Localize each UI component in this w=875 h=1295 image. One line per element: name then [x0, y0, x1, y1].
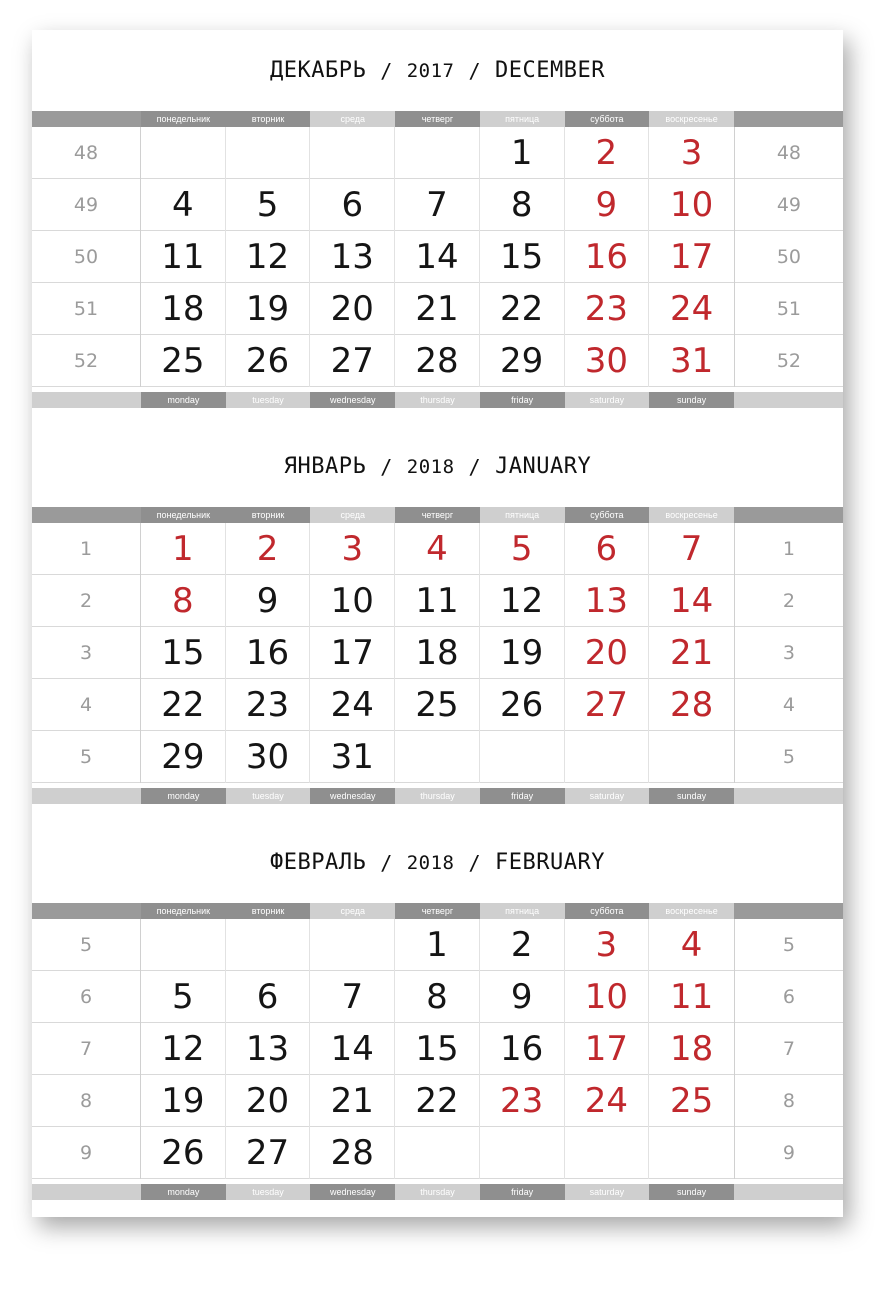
weekday-label-ru: четверг	[395, 903, 480, 919]
weekday-label-ru: пятница	[480, 111, 565, 127]
week-row	[32, 1023, 843, 1075]
bar-spacer	[734, 507, 843, 523]
week-number-left: 50	[32, 231, 141, 283]
day-cell: 5	[480, 523, 565, 575]
weekday-label-ru: понедельник	[141, 507, 226, 523]
day-cell: 11	[669, 977, 714, 1017]
day-cell	[395, 1127, 480, 1179]
weekday-label-en: monday	[141, 392, 226, 408]
month-block	[32, 822, 843, 1202]
title-separator: /	[468, 850, 482, 875]
day-cell: 26	[226, 335, 311, 387]
weekday-label-en: sunday	[649, 392, 734, 408]
day-cell: 19	[141, 1075, 226, 1127]
week-number-left: 5	[32, 731, 141, 783]
day-cell	[565, 731, 650, 783]
week-number-left: 4	[32, 679, 141, 731]
week-row	[32, 1127, 843, 1179]
weekday-label-ru: вторник	[226, 111, 311, 127]
weekday-label-ru: суббота	[565, 507, 650, 523]
bar-spacer	[32, 392, 141, 408]
weekday-label-ru: среда	[310, 903, 395, 919]
week-number-right: 3	[734, 627, 843, 679]
day-cell	[395, 127, 480, 179]
day-cell: 14	[395, 231, 480, 283]
day-cell: 27	[565, 679, 650, 731]
weekday-label-en: thursday	[395, 1184, 480, 1200]
week-row	[32, 679, 843, 731]
week-row	[32, 335, 843, 387]
week-row	[32, 919, 843, 971]
day-cell: 11	[141, 231, 226, 283]
day-cell: 12	[141, 1023, 226, 1075]
weekday-label-en: saturday	[565, 788, 650, 804]
bar-spacer	[734, 1184, 843, 1200]
day-cell: 18	[669, 1029, 714, 1069]
day-cell: 21	[669, 633, 714, 673]
day-cell: 16	[565, 231, 650, 283]
day-cell: 3	[565, 919, 650, 971]
weekday-label-ru: четверг	[395, 111, 480, 127]
day-cell: 4	[141, 179, 226, 231]
day-cell: 17	[310, 627, 395, 679]
week-number-right: 8	[734, 1075, 843, 1127]
day-cell: 23	[480, 1075, 565, 1127]
week-number-left: 6	[32, 971, 141, 1023]
month-title	[32, 426, 843, 507]
day-cell	[480, 1127, 565, 1179]
month-name-ru: ФЕВРАЛЬ	[269, 850, 367, 875]
weekday-label-en: tuesday	[226, 1184, 311, 1200]
weekday-footer-en	[32, 788, 843, 804]
day-cell: 4	[395, 523, 480, 575]
week-number-right: 7	[734, 1023, 843, 1075]
week-row	[32, 127, 843, 179]
weekday-label-en: friday	[480, 1184, 565, 1200]
week-number-left: 2	[32, 575, 141, 627]
bar-spacer	[734, 392, 843, 408]
day-cell	[310, 127, 395, 179]
weekday-header-ru	[32, 903, 843, 919]
weekday-label-en: friday	[480, 392, 565, 408]
week-number-left: 9	[32, 1127, 141, 1179]
day-cell: 23	[226, 679, 311, 731]
day-cell: 15	[480, 231, 565, 283]
week-number-right: 9	[734, 1127, 843, 1179]
week-row	[32, 575, 843, 627]
week-number-right: 51	[734, 283, 843, 335]
week-number-right: 49	[734, 179, 843, 231]
weekday-label-en: wednesday	[310, 788, 395, 804]
weekday-label-ru: понедельник	[141, 903, 226, 919]
month-name-en: DECEMBER	[495, 58, 606, 83]
week-number-right: 5	[734, 731, 843, 783]
week-number-right: 1	[734, 523, 843, 575]
day-cell: 13	[310, 231, 395, 283]
day-cell: 6	[226, 971, 311, 1023]
day-cell	[395, 731, 480, 783]
weekday-label-ru: вторник	[226, 507, 311, 523]
week-number-left: 8	[32, 1075, 141, 1127]
day-cell: 31	[310, 731, 395, 783]
title-separator: /	[380, 58, 393, 83]
weekday-label-ru: понедельник	[141, 111, 226, 127]
day-cell: 28	[310, 1127, 395, 1179]
day-cell: 6	[565, 523, 650, 575]
month-title	[32, 822, 843, 903]
weekday-label-ru: пятница	[480, 903, 565, 919]
day-cell: 5	[141, 971, 226, 1023]
day-cell: 25	[669, 1081, 714, 1121]
day-cell: 10	[669, 185, 714, 225]
month-block	[32, 30, 843, 410]
week-number-right: 50	[734, 231, 843, 283]
bar-spacer	[32, 788, 141, 804]
week-number-left: 48	[32, 127, 141, 179]
day-cell: 7	[680, 529, 703, 569]
day-cell: 4	[680, 925, 703, 965]
weekday-label-en: sunday	[649, 788, 734, 804]
weekday-label-en: monday	[141, 788, 226, 804]
day-cell: 30	[565, 335, 650, 387]
day-cell	[649, 731, 734, 783]
day-cell	[141, 127, 226, 179]
weekday-label-ru: вторник	[226, 903, 311, 919]
week-row	[32, 731, 843, 783]
title-separator: /	[380, 850, 393, 875]
day-cell: 12	[226, 231, 311, 283]
day-cell	[226, 127, 311, 179]
week-number-left: 7	[32, 1023, 141, 1075]
day-cell: 2	[480, 919, 565, 971]
week-number-right: 6	[734, 971, 843, 1023]
day-cell: 19	[480, 627, 565, 679]
day-cell: 10	[565, 971, 650, 1023]
day-cell	[565, 1127, 650, 1179]
day-cell: 24	[565, 1075, 650, 1127]
day-grid	[32, 919, 843, 1181]
day-cell: 16	[480, 1023, 565, 1075]
week-number-left: 49	[32, 179, 141, 231]
weekday-label-en: friday	[480, 788, 565, 804]
day-cell: 26	[141, 1127, 226, 1179]
day-cell: 19	[226, 283, 311, 335]
weekday-label-ru: пятница	[480, 507, 565, 523]
weekday-label-en: thursday	[395, 392, 480, 408]
day-cell: 21	[395, 283, 480, 335]
day-cell: 25	[395, 679, 480, 731]
week-row	[32, 971, 843, 1023]
day-cell: 22	[141, 679, 226, 731]
day-cell: 7	[310, 971, 395, 1023]
day-cell: 11	[395, 575, 480, 627]
title-separator: /	[380, 454, 393, 479]
week-number-left: 51	[32, 283, 141, 335]
week-row	[32, 1075, 843, 1127]
weekday-label-en: wednesday	[310, 1184, 395, 1200]
day-cell: 30	[226, 731, 311, 783]
weekday-label-ru: среда	[310, 507, 395, 523]
day-cell: 20	[310, 283, 395, 335]
day-cell: 3	[310, 523, 395, 575]
week-number-right: 4	[734, 679, 843, 731]
month-name-ru: ЯНВАРЬ	[283, 454, 367, 479]
day-cell: 15	[395, 1023, 480, 1075]
weekday-footer-en	[32, 1184, 843, 1200]
day-cell: 13	[565, 575, 650, 627]
weekday-header-ru	[32, 507, 843, 523]
week-row	[32, 523, 843, 575]
bar-spacer	[734, 111, 843, 127]
day-cell: 28	[669, 685, 714, 725]
day-cell: 25	[141, 335, 226, 387]
day-cell: 18	[141, 283, 226, 335]
day-cell: 28	[395, 335, 480, 387]
day-cell: 2	[226, 523, 311, 575]
day-cell: 10	[310, 575, 395, 627]
day-cell: 27	[226, 1127, 311, 1179]
week-number-left: 52	[32, 335, 141, 387]
week-row	[32, 179, 843, 231]
day-cell: 15	[141, 627, 226, 679]
weekday-label-ru: воскресенье	[649, 111, 734, 127]
day-cell: 8	[480, 179, 565, 231]
day-grid	[32, 523, 843, 785]
day-cell	[310, 919, 395, 971]
day-cell	[649, 1127, 734, 1179]
day-cell: 29	[141, 731, 226, 783]
weekday-label-en: tuesday	[226, 788, 311, 804]
weekday-label-ru: суббота	[565, 111, 650, 127]
weekday-header-ru	[32, 111, 843, 127]
day-cell: 1	[395, 919, 480, 971]
day-cell: 20	[565, 627, 650, 679]
weekday-footer-en	[32, 392, 843, 408]
day-cell: 23	[565, 283, 650, 335]
day-cell: 22	[395, 1075, 480, 1127]
month-name-en: JANUARY	[495, 454, 592, 479]
bar-spacer	[734, 788, 843, 804]
weekday-label-ru: воскресенье	[649, 903, 734, 919]
day-cell: 18	[395, 627, 480, 679]
weekday-label-ru: воскресенье	[649, 507, 734, 523]
bar-spacer	[32, 111, 141, 127]
day-cell: 17	[565, 1023, 650, 1075]
month-year: 2018	[406, 455, 455, 478]
weekday-label-en: saturday	[565, 392, 650, 408]
day-cell: 2	[565, 127, 650, 179]
day-cell: 12	[480, 575, 565, 627]
day-cell: 14	[669, 581, 714, 621]
weekday-label-ru: четверг	[395, 507, 480, 523]
day-cell: 3	[680, 133, 703, 173]
day-cell: 22	[480, 283, 565, 335]
weekday-label-en: thursday	[395, 788, 480, 804]
day-cell: 13	[226, 1023, 311, 1075]
week-row	[32, 283, 843, 335]
day-cell: 5	[226, 179, 311, 231]
week-number-left: 1	[32, 523, 141, 575]
bar-spacer	[734, 903, 843, 919]
day-cell: 9	[226, 575, 311, 627]
day-cell	[141, 919, 226, 971]
bar-spacer	[32, 1184, 141, 1200]
day-cell: 26	[480, 679, 565, 731]
month-title	[32, 30, 843, 111]
title-separator: /	[468, 454, 482, 479]
day-cell: 9	[480, 971, 565, 1023]
weekday-label-en: wednesday	[310, 392, 395, 408]
bar-spacer	[32, 507, 141, 523]
day-cell: 31	[669, 341, 714, 381]
day-cell: 21	[310, 1075, 395, 1127]
month-year: 2017	[406, 59, 455, 82]
day-cell: 6	[310, 179, 395, 231]
day-cell: 1	[141, 523, 226, 575]
month-name-ru: ДЕКАБРЬ	[269, 58, 367, 83]
week-number-left: 3	[32, 627, 141, 679]
month-block	[32, 426, 843, 806]
day-cell: 29	[480, 335, 565, 387]
bar-spacer	[32, 903, 141, 919]
day-cell: 8	[141, 575, 226, 627]
day-grid	[32, 127, 843, 389]
weekday-label-en: monday	[141, 1184, 226, 1200]
day-cell: 17	[669, 237, 714, 277]
weekday-label-en: tuesday	[226, 392, 311, 408]
day-cell: 27	[310, 335, 395, 387]
weekday-label-en: sunday	[649, 1184, 734, 1200]
day-cell: 24	[669, 289, 714, 329]
calendar-sheet	[32, 30, 843, 1217]
day-cell: 8	[395, 971, 480, 1023]
week-row	[32, 627, 843, 679]
week-number-right: 48	[734, 127, 843, 179]
day-cell: 7	[395, 179, 480, 231]
day-cell: 9	[565, 179, 650, 231]
day-cell	[226, 919, 311, 971]
day-cell: 20	[226, 1075, 311, 1127]
day-cell: 1	[480, 127, 565, 179]
week-number-right: 2	[734, 575, 843, 627]
weekday-label-ru: суббота	[565, 903, 650, 919]
month-year: 2018	[406, 851, 455, 874]
weekday-label-ru: среда	[310, 111, 395, 127]
day-cell: 14	[310, 1023, 395, 1075]
week-row	[32, 231, 843, 283]
day-cell: 16	[226, 627, 311, 679]
week-number-right: 5	[734, 919, 843, 971]
month-name-en: FEBRUARY	[495, 850, 606, 875]
weekday-label-en: saturday	[565, 1184, 650, 1200]
day-cell	[480, 731, 565, 783]
week-number-left: 5	[32, 919, 141, 971]
week-number-right: 52	[734, 335, 843, 387]
day-cell: 24	[310, 679, 395, 731]
title-separator: /	[468, 58, 482, 83]
